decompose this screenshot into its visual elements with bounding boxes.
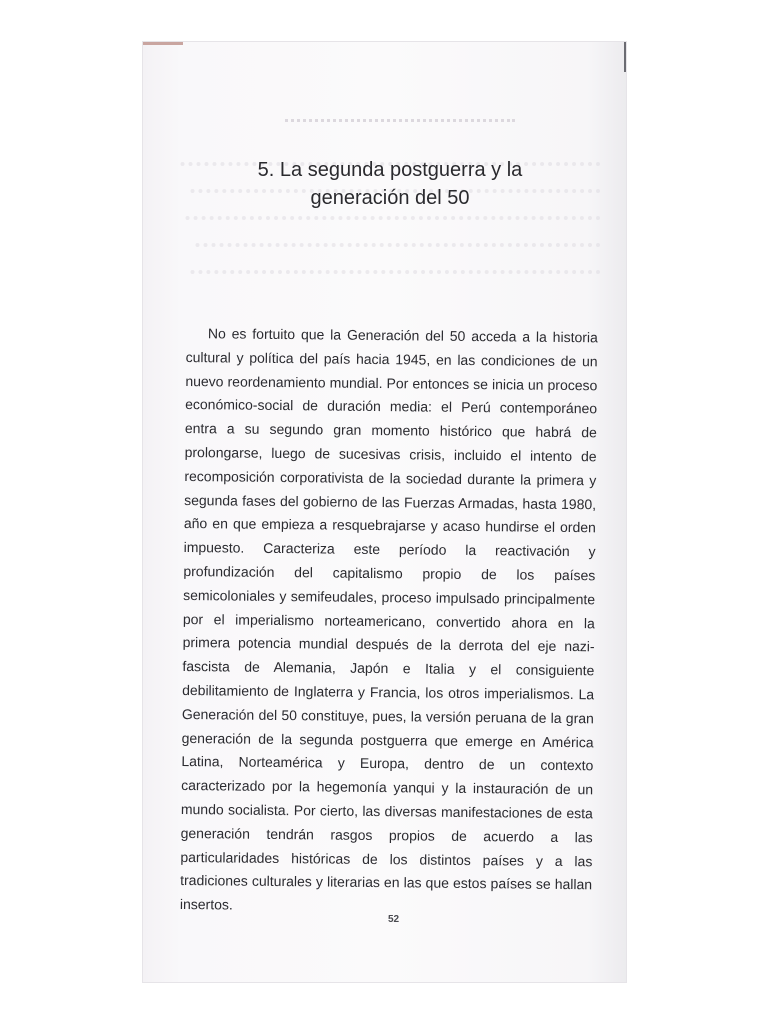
chapter-title-line-1: 5. La segunda postguerra y la	[257, 159, 523, 181]
page-number: 52	[388, 914, 400, 925]
page-edge-mark	[143, 42, 183, 45]
chapter-title	[170, 156, 610, 212]
chapter-title-line-2: generación del 50	[310, 187, 470, 209]
bleed-through-running-head	[285, 118, 515, 127]
body-paragraph: No es fortuito que la Generación del 50 acceda a la historia cultural y política del país hacia 1945, en las condiciones de un nuevo reordenamiento mundial. Por entonces se inicia un proceso económico-social de duración media: el Perú contemporáneo entra a su segundo gran momento histórico que habrá de prolongarse, luego de sucesivas crisis, incluido el intento de recomposición corporativista de la sociedad durante la primera y segunda fases del gobierno de las Fuerzas Armadas, hasta 1980, año en que empieza a resquebrajarse y acaso hundirse el orden impuesto. Caracteriza este período la reactivación y profundización del capitalismo propio de los países semicoloniales y semifeudales, proceso impulsado principalmente por el imperialismo norteamericano, convertido ahora en la primera potencia mundial después de la derrota del eje nazi-fascista de Alemania, Japón e Italia y el consiguiente debilitamiento de Inglaterra y Francia, los otros imperialismos. La Generación del 50 constituye, pues, la versión peruana de la gran generación de la segunda postguerra que emerge en América Latina, Norteamérica y Europa, dentro de un contexto caracterizado por la hegemonía yanqui y la instauración de un mundo socialista. Por cierto, las diversas manifestaciones de esta generación tendrán rasgos propios de acuerdo a las particularidades históricas de los distintos países y a las tradiciones culturales y literarias en las que estos países se hallan insertos.	[179, 325, 598, 913]
page-edge-shadow	[624, 42, 626, 72]
